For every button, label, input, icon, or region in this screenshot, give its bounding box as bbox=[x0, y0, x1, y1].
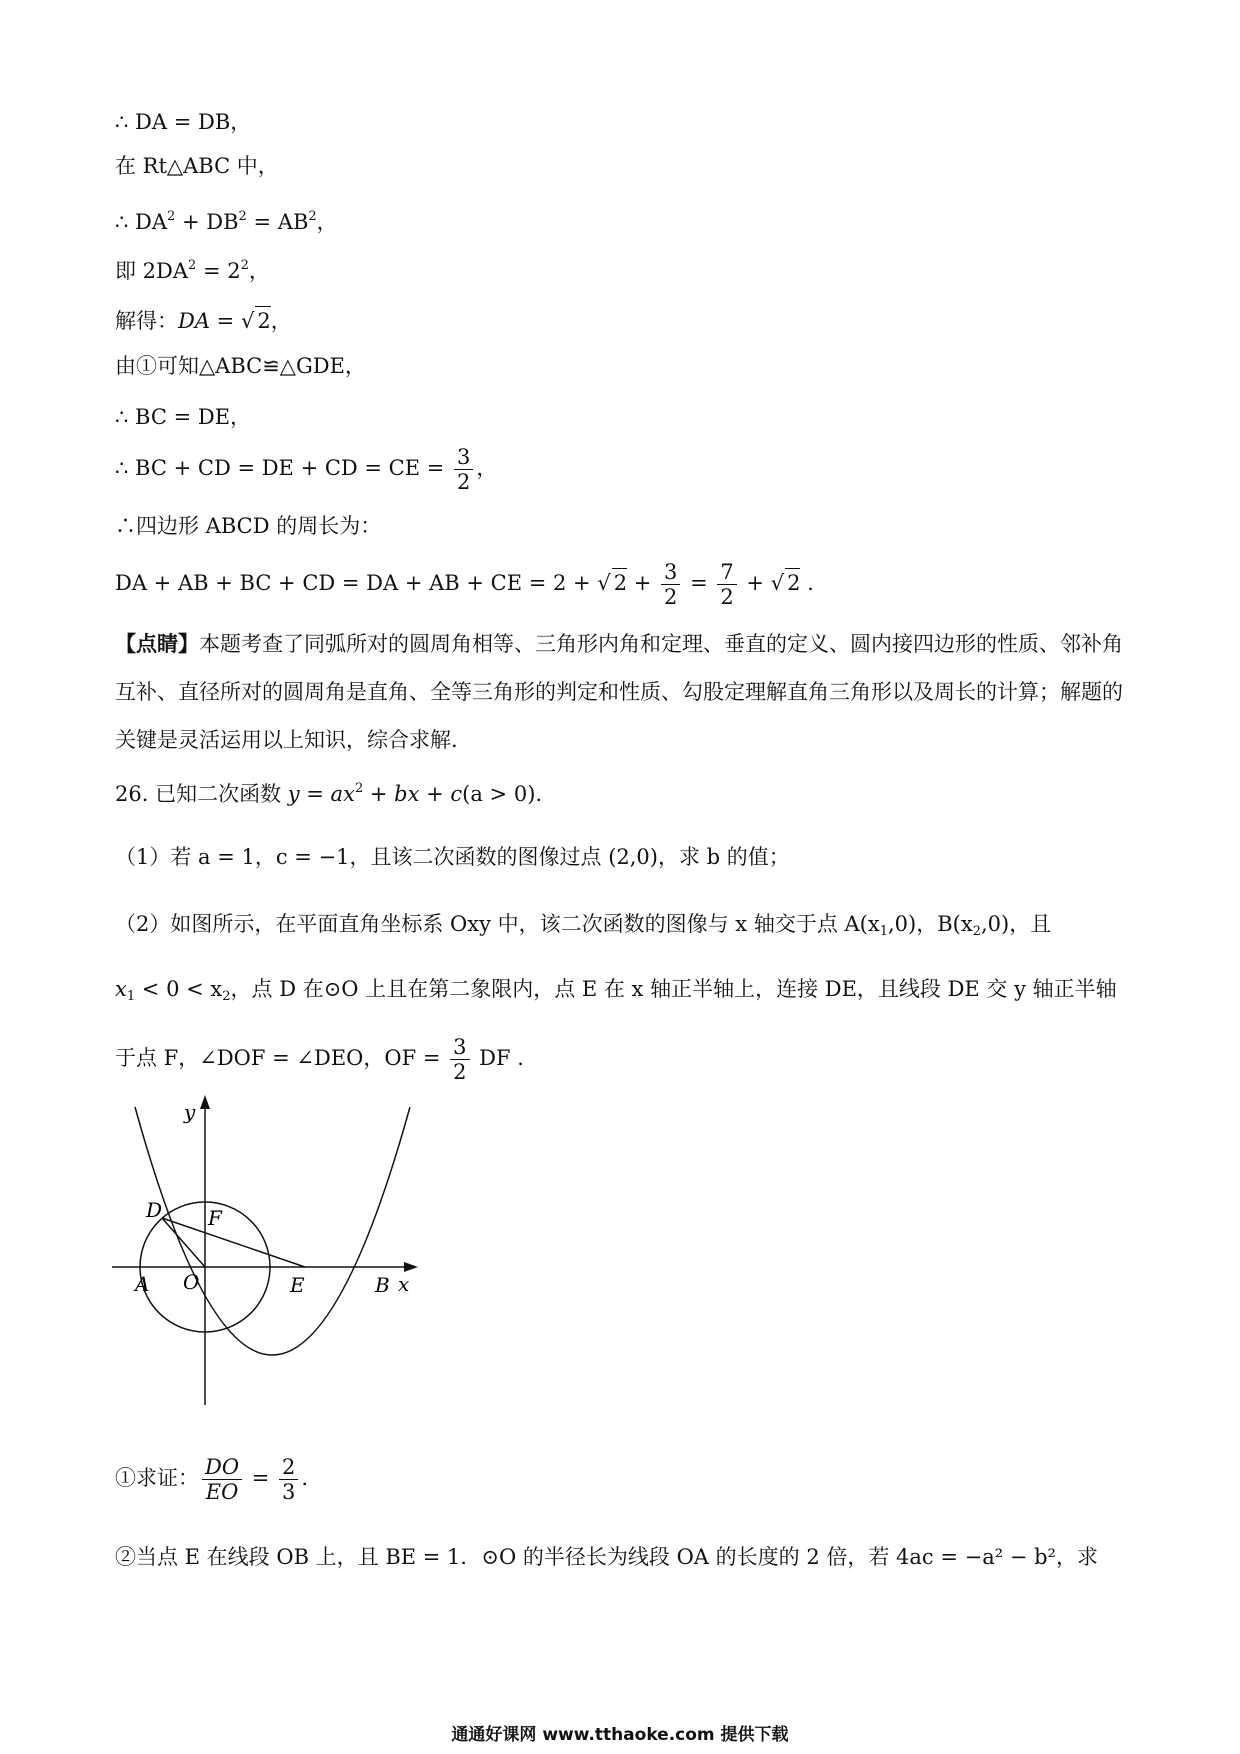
solution-line-5 bbox=[115, 306, 292, 335]
l10a: DA + AB + BC + CD = DA + AB + CE = 2 + bbox=[115, 571, 598, 595]
label-o: O bbox=[183, 1270, 200, 1294]
q26-part-2-line-2 bbox=[115, 975, 1117, 1003]
fraction-7-2: $\frac{7}{2}$ bbox=[717, 560, 736, 609]
solution-line-6: 由①可知△ABC≌△GDE， bbox=[115, 354, 366, 378]
solution-line-4 bbox=[115, 257, 270, 285]
label-x: x bbox=[398, 1272, 410, 1296]
sup-2: 2 bbox=[354, 781, 364, 796]
fraction-3-2: $\frac{3}{2}$ bbox=[661, 560, 680, 609]
l5c: 2 bbox=[255, 306, 270, 335]
sup-2: 2 bbox=[308, 209, 317, 224]
fraction-do-eo: $\frac{DO}{EO}$ bbox=[202, 1455, 242, 1504]
footer: 通通好课网 www.tthaoke.com 提供下载 bbox=[451, 1725, 789, 1745]
solution-line-10 bbox=[115, 560, 814, 609]
sup-2: 2 bbox=[188, 258, 197, 273]
explanation-paragraph bbox=[115, 620, 1125, 764]
explanation-tag: 【点睛】 bbox=[115, 631, 199, 656]
l10j: 2 bbox=[785, 568, 800, 597]
p2c: ,0)，且 bbox=[980, 912, 1052, 936]
q26-sub-1 bbox=[115, 1455, 308, 1504]
solution-line-9: ∴四边形 ABCD 的周长为： bbox=[115, 514, 382, 538]
q26-part-2-line-1 bbox=[115, 910, 1051, 938]
p2b: ,0)，B(x bbox=[887, 912, 973, 936]
p3b: < 0 < x bbox=[135, 977, 223, 1001]
l10f: = bbox=[683, 571, 715, 595]
p4d: DF . bbox=[472, 1046, 524, 1070]
sup-2: 2 bbox=[238, 209, 247, 224]
l4b: = 2 bbox=[196, 259, 241, 283]
label-e: E bbox=[290, 1273, 305, 1297]
solution-line-1: ∴ DA = DB， bbox=[115, 110, 252, 134]
sub-2: 2 bbox=[972, 924, 981, 939]
solution-line-7: ∴ BC = DE， bbox=[115, 405, 252, 429]
label-d: D bbox=[146, 1198, 163, 1222]
l10c: + bbox=[627, 571, 659, 595]
sup-2: 2 bbox=[167, 209, 176, 224]
q26-part-1: （1）若 a = 1，c = −1，且该二次函数的图像过点 (2,0)，求 b 的值； bbox=[115, 845, 790, 869]
q26-title-a: 26. 已知二次函数 bbox=[115, 782, 288, 806]
q26-title-d: (a > 0). bbox=[462, 782, 543, 806]
l5b: DA = bbox=[178, 309, 241, 333]
explanation-text: 本题考查了同弧所对的圆周角相等、三角形内角和定理、垂直的定义、圆内接四边形的性质、邻补角互补、直径所对的圆周角是直角、全等三角形的判定和性质、勾股定理解直角三角形以及周长的计算；解题的关键是灵活运用以上知识，综合求解. bbox=[115, 632, 1123, 752]
fraction-2-3: $\frac{2}{3}$ bbox=[279, 1455, 298, 1504]
sub-1: 1 bbox=[126, 989, 136, 1004]
l8a: ∴ BC + CD = DE + CD = CE = bbox=[115, 456, 452, 480]
sqrt-icon: √ bbox=[597, 571, 611, 595]
q26-title-b: y = ax bbox=[287, 782, 355, 806]
p3c: ，点 D 在⊙O 上且在第二象限内，点 E 在 x 轴正半轴上，连接 DE，且线段 DE 交 y 轴正半轴 bbox=[230, 977, 1117, 1001]
l8d: ， bbox=[476, 456, 498, 480]
fraction-3-2: $\frac{3}{2}$ bbox=[450, 1035, 469, 1084]
parabola bbox=[135, 1107, 410, 1355]
l3b: + DB bbox=[175, 210, 239, 234]
solution-line-3 bbox=[115, 208, 338, 236]
sqrt-icon: √ bbox=[770, 571, 785, 595]
l3c: = AB bbox=[246, 210, 309, 234]
s1a: ①求证： bbox=[115, 1466, 199, 1490]
parabola-circle-figure bbox=[100, 1095, 420, 1415]
s1g: . bbox=[301, 1466, 309, 1490]
s1d: = bbox=[245, 1466, 277, 1490]
sup-2: 2 bbox=[240, 258, 249, 273]
l10i: + bbox=[739, 571, 771, 595]
p4a: 于点 F，∠DOF = ∠DEO，OF = bbox=[115, 1046, 448, 1070]
solution-line-2: 在 Rt△ABC 中， bbox=[115, 154, 279, 178]
l10k: . bbox=[800, 571, 814, 595]
sqrt-icon: √ bbox=[240, 309, 255, 333]
l3d: ， bbox=[316, 210, 338, 234]
l4a: 即 2DA bbox=[115, 259, 189, 283]
fraction-3-2: $\frac{3}{2}$ bbox=[454, 445, 473, 494]
q26-sub-2: ②当点 E 在线段 OB 上，且 BE = 1．⊙O 的半径长为线段 OA 的长度的 2 倍，若 4ac = −a² − b²，求 bbox=[115, 1545, 1098, 1569]
q26-title bbox=[115, 780, 542, 808]
l10b: 2 bbox=[612, 568, 627, 597]
p3a: x bbox=[115, 977, 127, 1001]
l3a: ∴ DA bbox=[115, 210, 168, 234]
solution-line-8 bbox=[115, 445, 497, 494]
q26-title-c: + bx + c bbox=[363, 782, 463, 806]
label-b: B bbox=[375, 1273, 390, 1297]
q26-part-2-line-3 bbox=[115, 1035, 524, 1084]
label-a: A bbox=[135, 1272, 150, 1296]
l4c: ， bbox=[248, 259, 270, 283]
sub-2: 2 bbox=[222, 989, 231, 1004]
label-y: y bbox=[184, 1100, 196, 1124]
l5a: 解得： bbox=[115, 309, 178, 333]
y-axis-arrow-icon bbox=[200, 1095, 210, 1109]
label-f: F bbox=[208, 1206, 222, 1230]
sub-1: 1 bbox=[879, 924, 888, 939]
l5d: ， bbox=[270, 309, 292, 333]
p2a: （2）如图所示，在平面直角坐标系 Oxy 中，该二次函数的图像与 x 轴交于点 A(x bbox=[115, 912, 880, 936]
x-axis-arrow-icon bbox=[404, 1262, 418, 1272]
